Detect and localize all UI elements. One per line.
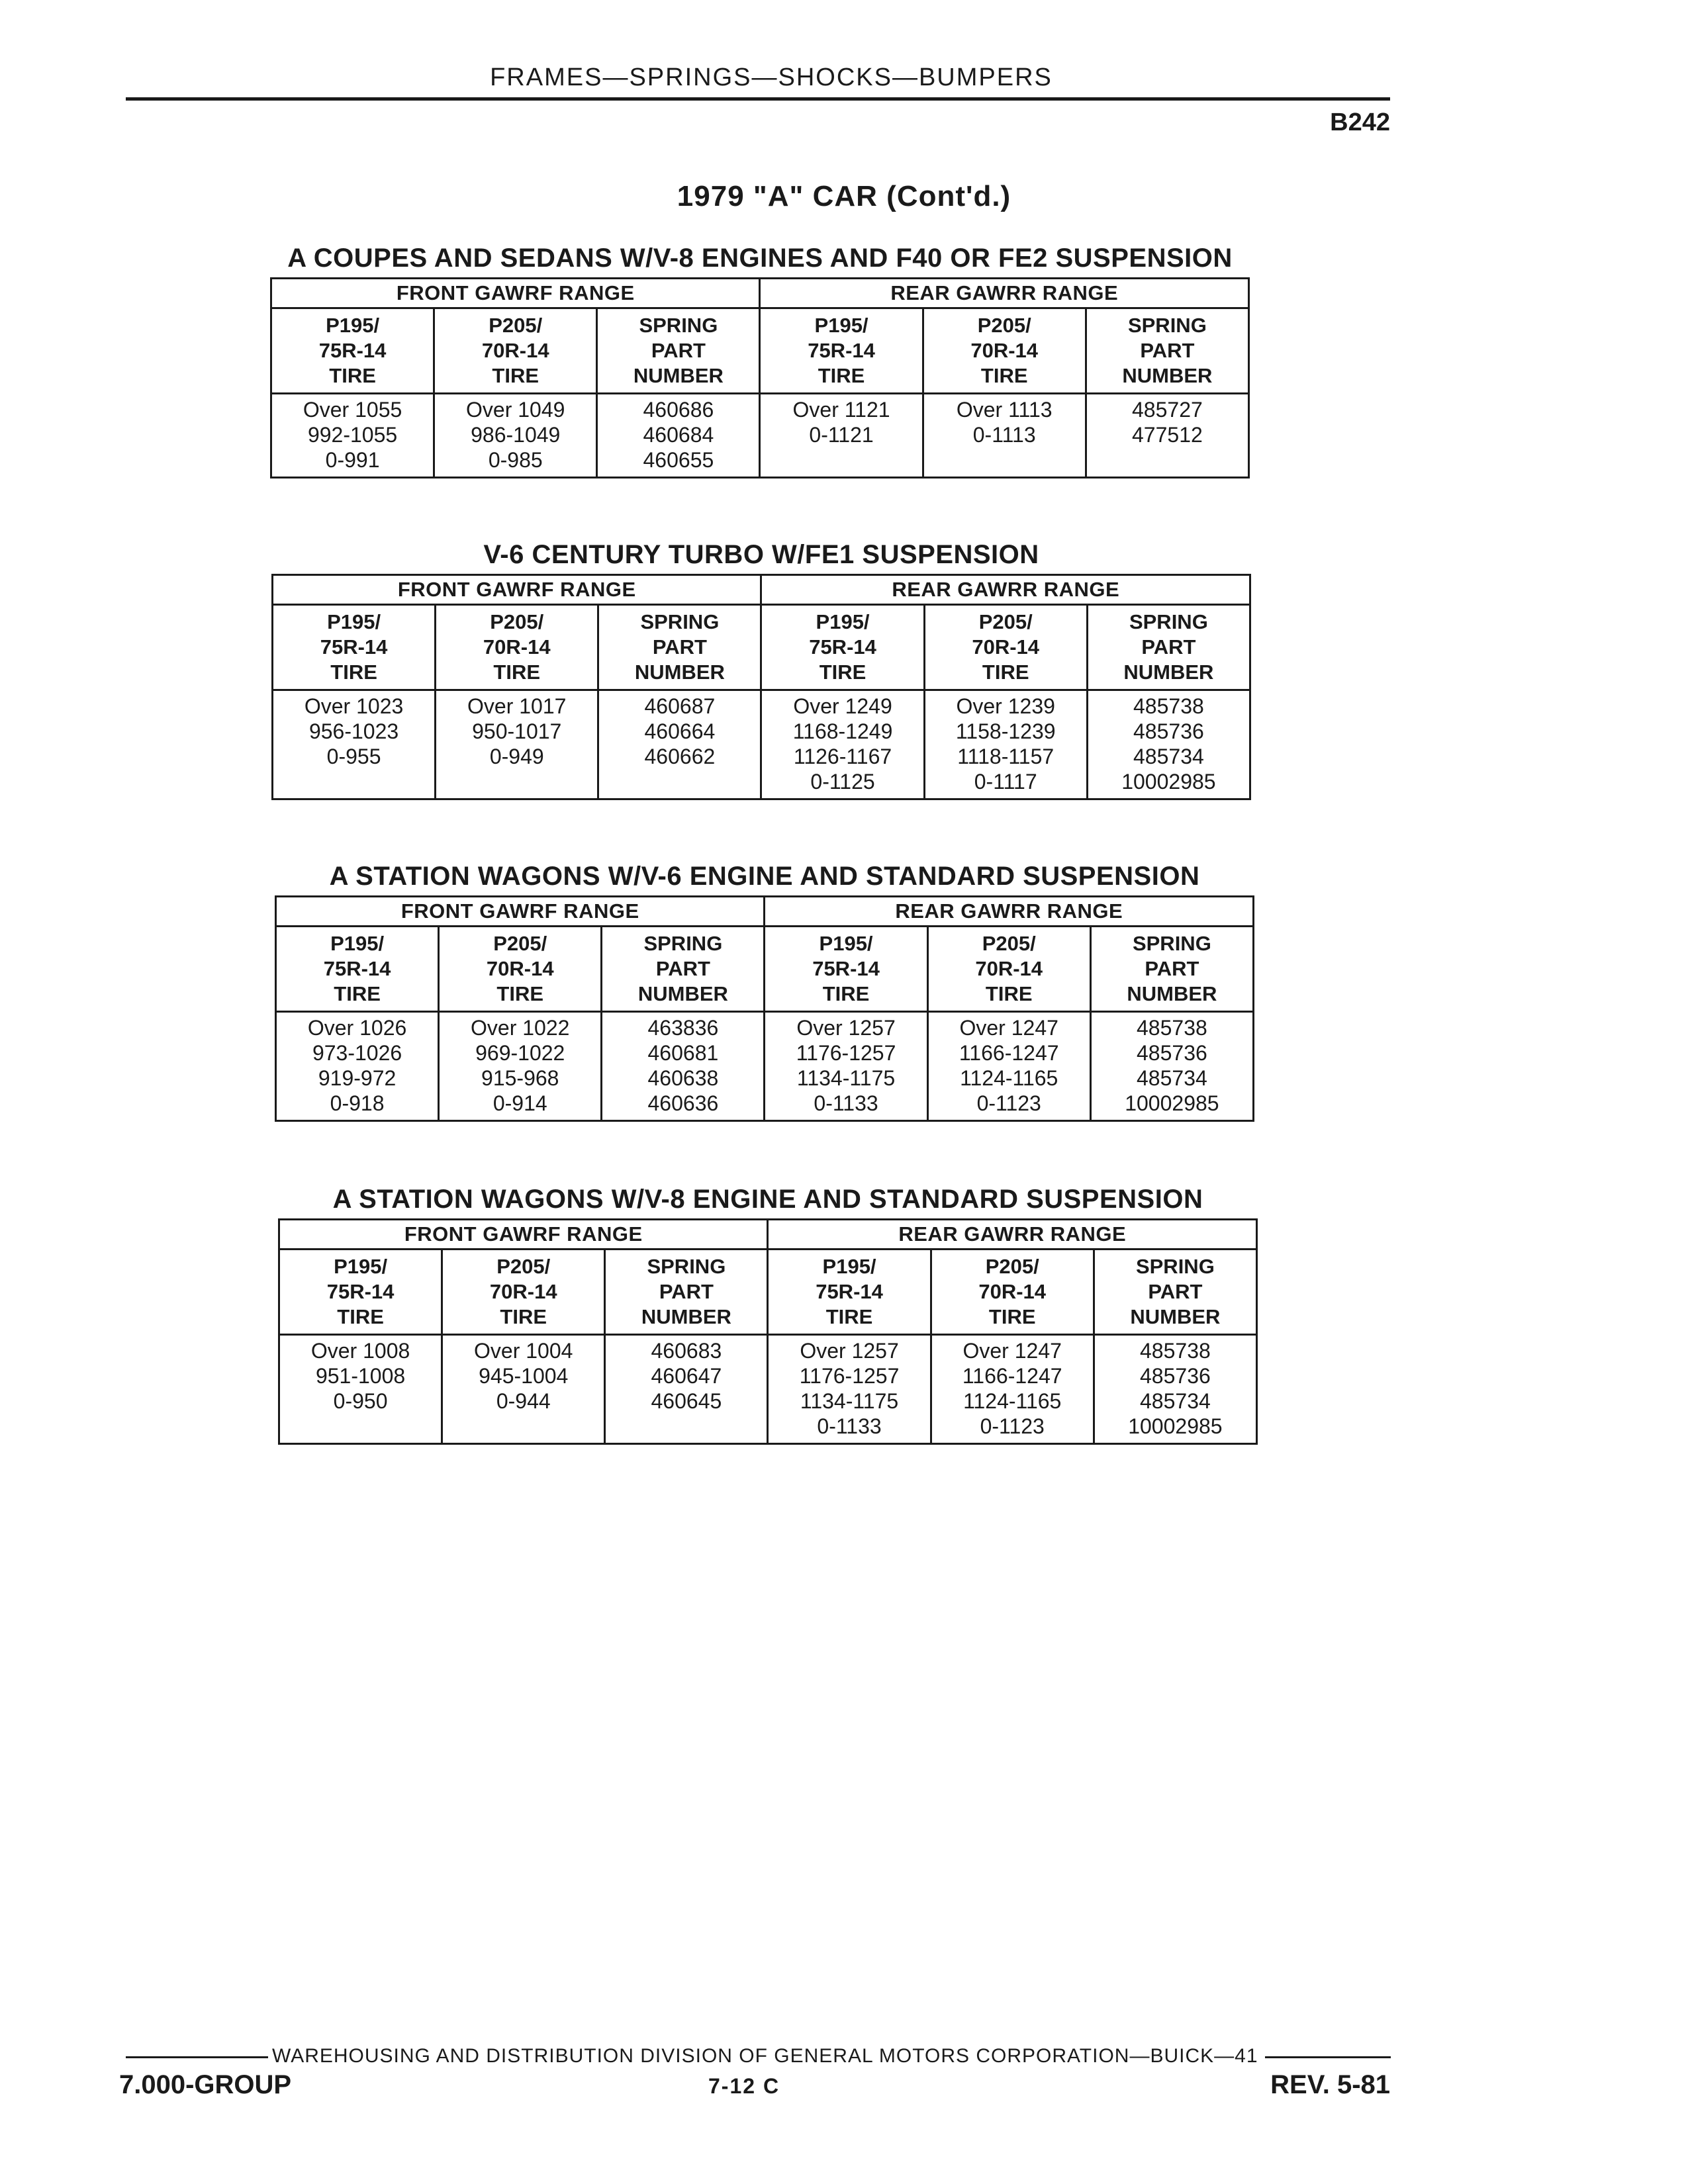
column-header bbox=[761, 605, 924, 690]
rear-range-header: REAR GAWRR RANGE bbox=[765, 897, 1254, 927]
table-row bbox=[279, 1335, 1257, 1444]
column-header-row bbox=[279, 1250, 1257, 1335]
cell-value: 460686 bbox=[643, 398, 714, 422]
spec-section bbox=[275, 862, 1254, 1122]
column-header bbox=[439, 927, 602, 1012]
column-header bbox=[605, 1250, 768, 1335]
column-header-line: TIRE bbox=[980, 364, 1028, 387]
cell-value: 460636 bbox=[647, 1091, 719, 1115]
cell-value: 10002985 bbox=[1121, 770, 1216, 794]
cell-value: Over 1247 bbox=[962, 1339, 1062, 1363]
column-header-line: 70R-14 bbox=[970, 339, 1039, 362]
cell-value: 485738 bbox=[1133, 694, 1204, 718]
column-header-line: TIRE bbox=[334, 982, 381, 1005]
cell-value: 1168-1249 bbox=[792, 719, 893, 743]
spring-table bbox=[278, 1218, 1258, 1445]
column-header-line: TIRE bbox=[822, 982, 870, 1005]
cell-value: 0-991 bbox=[325, 448, 380, 472]
column-header-line: 70R-14 bbox=[489, 1280, 557, 1303]
cell-value: 1126-1167 bbox=[793, 745, 892, 768]
cell-value: Over 1049 bbox=[466, 398, 565, 422]
column-header-line: P195/ bbox=[816, 610, 870, 633]
column-header-line: NUMBER bbox=[1127, 982, 1217, 1005]
column-header bbox=[1086, 308, 1248, 394]
column-header-line: NUMBER bbox=[1130, 1305, 1221, 1328]
data-cell bbox=[1090, 1012, 1253, 1121]
column-header-row bbox=[273, 605, 1250, 690]
cell-value: 986-1049 bbox=[471, 423, 561, 447]
column-header-line: 70R-14 bbox=[972, 635, 1040, 659]
cell-value: 1118-1157 bbox=[957, 745, 1055, 768]
running-head: FRAMES—SPRINGS—SHOCKS—BUMPERS bbox=[490, 64, 1053, 91]
cell-value: Over 1113 bbox=[956, 398, 1053, 422]
column-header-line: 75R-14 bbox=[808, 339, 875, 362]
cell-value: 463836 bbox=[647, 1016, 719, 1040]
column-header bbox=[768, 1250, 931, 1335]
cell-value: 1176-1257 bbox=[796, 1041, 896, 1065]
column-header-line: PART bbox=[1145, 957, 1199, 980]
spring-table bbox=[271, 574, 1251, 800]
section-title: A STATION WAGONS W/V-8 ENGINE AND STANDARD SUSPENSION bbox=[332, 1185, 1203, 1214]
section-title: V-6 CENTURY TURBO W/FE1 SUSPENSION bbox=[483, 540, 1039, 569]
footer-division-line bbox=[126, 2045, 1390, 2068]
column-header-line: TIRE bbox=[818, 364, 865, 387]
page-header bbox=[126, 64, 1390, 136]
cell-value: Over 1023 bbox=[304, 694, 404, 718]
cell-value: 0-955 bbox=[326, 745, 381, 768]
data-cell bbox=[765, 1012, 927, 1121]
header-rule bbox=[126, 97, 1390, 101]
cell-value: 460687 bbox=[644, 694, 716, 718]
data-cell bbox=[1086, 394, 1248, 478]
column-header-line: P195/ bbox=[330, 932, 385, 955]
column-header bbox=[602, 927, 765, 1012]
group-code: 7.000-GROUP bbox=[119, 2070, 292, 2099]
column-header-line: 75R-14 bbox=[812, 957, 880, 980]
range-header-row bbox=[271, 279, 1249, 308]
column-header-line: TIRE bbox=[329, 364, 376, 387]
column-header-line: TIRE bbox=[330, 660, 377, 684]
column-header-line: P195/ bbox=[326, 314, 380, 337]
cell-value: 969-1022 bbox=[475, 1041, 565, 1065]
column-header bbox=[1090, 927, 1253, 1012]
column-header-line: P205/ bbox=[985, 1255, 1039, 1278]
column-header-line: TIRE bbox=[825, 1305, 873, 1328]
data-cell bbox=[436, 690, 598, 799]
cell-value: 0-1123 bbox=[976, 1091, 1041, 1115]
cell-value: 460662 bbox=[644, 745, 716, 768]
cell-value: 951-1008 bbox=[315, 1364, 406, 1388]
spec-section bbox=[271, 540, 1251, 800]
cell-value: 0-1113 bbox=[972, 423, 1036, 447]
column-header-line: P205/ bbox=[490, 610, 544, 633]
cell-value: 460683 bbox=[651, 1339, 722, 1363]
range-header-row bbox=[273, 575, 1250, 605]
table-row bbox=[271, 394, 1249, 478]
cell-value: 0-949 bbox=[489, 745, 544, 768]
cell-value: Over 1026 bbox=[307, 1016, 407, 1040]
column-header-line: NUMBER bbox=[1122, 364, 1213, 387]
data-cell bbox=[434, 394, 597, 478]
column-header-line: P205/ bbox=[977, 314, 1031, 337]
table-row bbox=[276, 1012, 1254, 1121]
column-header-line: NUMBER bbox=[634, 660, 725, 684]
column-header-line: TIRE bbox=[982, 660, 1029, 684]
cell-value: 915-968 bbox=[481, 1066, 559, 1090]
footer-rule-right bbox=[1265, 2056, 1391, 2058]
data-cell bbox=[279, 1335, 442, 1444]
footer-rule-left bbox=[126, 2056, 268, 2058]
data-cell bbox=[1087, 690, 1250, 799]
footer-bottom bbox=[119, 2070, 1390, 2110]
cell-value: 0-944 bbox=[496, 1389, 551, 1413]
cell-value: 0-1125 bbox=[810, 770, 875, 794]
cell-value: 1124-1165 bbox=[960, 1066, 1058, 1090]
column-header-line: NUMBER bbox=[637, 982, 728, 1005]
column-header-row bbox=[276, 927, 1254, 1012]
cell-value: Over 1004 bbox=[474, 1339, 573, 1363]
cell-value: 485738 bbox=[1137, 1016, 1207, 1040]
column-header-line: P205/ bbox=[493, 932, 547, 955]
cell-value: 0-1133 bbox=[814, 1091, 878, 1115]
cell-value: 485734 bbox=[1137, 1066, 1207, 1090]
column-header bbox=[1087, 605, 1250, 690]
column-header-line: SPRING bbox=[1135, 1255, 1215, 1278]
cell-value: 0-918 bbox=[330, 1091, 385, 1115]
cell-value: 0-950 bbox=[333, 1389, 388, 1413]
spring-table bbox=[275, 895, 1254, 1122]
data-cell bbox=[927, 1012, 1090, 1121]
column-header-line: P205/ bbox=[489, 314, 543, 337]
cell-value: 1176-1257 bbox=[799, 1364, 900, 1388]
data-cell bbox=[271, 394, 434, 478]
column-header bbox=[434, 308, 597, 394]
column-header-line: P195/ bbox=[819, 932, 873, 955]
cell-value: 0-985 bbox=[488, 448, 543, 472]
cell-value: 950-1017 bbox=[472, 719, 562, 743]
column-header-line: NUMBER bbox=[1123, 660, 1214, 684]
column-header-line: TIRE bbox=[985, 982, 1033, 1005]
page-number: 7-12 C bbox=[708, 2074, 780, 2098]
cell-value: 485734 bbox=[1140, 1389, 1211, 1413]
column-header-line: P205/ bbox=[496, 1255, 551, 1278]
column-header-line: P195/ bbox=[327, 610, 381, 633]
data-cell bbox=[1094, 1335, 1256, 1444]
data-cell bbox=[761, 690, 924, 799]
column-header bbox=[760, 308, 923, 394]
cell-value: 1124-1165 bbox=[963, 1389, 1062, 1413]
column-header-line: SPRING bbox=[647, 1255, 726, 1278]
cell-value: 945-1004 bbox=[479, 1364, 569, 1388]
cell-value: 485738 bbox=[1140, 1339, 1211, 1363]
column-header-line: SPRING bbox=[640, 610, 720, 633]
cell-value: 1166-1247 bbox=[962, 1364, 1062, 1388]
column-header-line: P195/ bbox=[822, 1255, 876, 1278]
column-header-line: P195/ bbox=[334, 1255, 388, 1278]
column-header-line: TIRE bbox=[819, 660, 867, 684]
document-title: 1979 "A" CAR (Cont'd.) bbox=[677, 180, 1011, 212]
cell-value: 0-1133 bbox=[817, 1414, 882, 1438]
cell-value: 460664 bbox=[644, 719, 716, 743]
cell-value: Over 1249 bbox=[793, 694, 892, 718]
column-header-line: 70R-14 bbox=[483, 635, 551, 659]
column-header-line: TIRE bbox=[492, 364, 539, 387]
column-header-line: SPRING bbox=[1129, 610, 1208, 633]
spec-section bbox=[270, 244, 1250, 478]
column-header-line: PART bbox=[1148, 1280, 1203, 1303]
column-header-line: PART bbox=[655, 957, 710, 980]
cell-value: 10002985 bbox=[1128, 1414, 1223, 1438]
column-header bbox=[927, 927, 1090, 1012]
data-cell bbox=[924, 690, 1087, 799]
data-cell bbox=[931, 1335, 1094, 1444]
front-range-header: FRONT GAWRF RANGE bbox=[279, 1220, 768, 1250]
column-header-line: P205/ bbox=[978, 610, 1033, 633]
front-range-header: FRONT GAWRF RANGE bbox=[276, 897, 765, 927]
column-header-line: 75R-14 bbox=[809, 635, 876, 659]
cell-value: 0-1123 bbox=[980, 1414, 1045, 1438]
cell-value: Over 1257 bbox=[796, 1016, 896, 1040]
column-header-line: SPRING bbox=[639, 314, 718, 337]
cell-value: 460645 bbox=[651, 1389, 722, 1413]
column-header bbox=[276, 927, 439, 1012]
column-header-line: SPRING bbox=[1132, 932, 1211, 955]
data-cell bbox=[605, 1335, 768, 1444]
column-header-line: 70R-14 bbox=[481, 339, 549, 362]
column-header-line: TIRE bbox=[988, 1305, 1036, 1328]
column-header bbox=[442, 1250, 605, 1335]
cell-value: Over 1008 bbox=[310, 1339, 410, 1363]
cell-value: Over 1055 bbox=[303, 398, 402, 422]
column-header-line: NUMBER bbox=[641, 1305, 731, 1328]
column-header bbox=[765, 927, 927, 1012]
section-title: A COUPES AND SEDANS W/V-8 ENGINES AND F40 OR FE2 SUSPENSION bbox=[287, 244, 1233, 273]
cell-value: 460655 bbox=[643, 448, 714, 472]
column-header-line: PART bbox=[1140, 339, 1195, 362]
cell-value: Over 1247 bbox=[959, 1016, 1058, 1040]
cell-value: 485736 bbox=[1140, 1364, 1211, 1388]
spring-table bbox=[270, 277, 1250, 478]
column-header bbox=[279, 1250, 442, 1335]
data-cell bbox=[273, 690, 436, 799]
cell-value: 973-1026 bbox=[312, 1041, 402, 1065]
column-header-line: 70R-14 bbox=[975, 957, 1043, 980]
column-header-line: 75R-14 bbox=[320, 635, 388, 659]
rear-range-header: REAR GAWRR RANGE bbox=[768, 1220, 1257, 1250]
column-header-line: TIRE bbox=[337, 1305, 384, 1328]
column-header bbox=[924, 605, 1087, 690]
cell-value: Over 1017 bbox=[467, 694, 567, 718]
rear-range-header: REAR GAWRR RANGE bbox=[760, 279, 1249, 308]
front-range-header: FRONT GAWRF RANGE bbox=[273, 575, 761, 605]
column-header-line: 75R-14 bbox=[326, 1280, 395, 1303]
cell-value: 485736 bbox=[1133, 719, 1204, 743]
data-cell bbox=[602, 1012, 765, 1121]
column-header-line: SPRING bbox=[643, 932, 723, 955]
column-header bbox=[923, 308, 1086, 394]
cell-value: 956-1023 bbox=[308, 719, 399, 743]
column-header bbox=[1094, 1250, 1256, 1335]
data-cell bbox=[598, 690, 761, 799]
column-header-line: 70R-14 bbox=[486, 957, 554, 980]
spec-section bbox=[278, 1185, 1258, 1445]
column-header bbox=[931, 1250, 1094, 1335]
cell-value: Over 1239 bbox=[956, 694, 1055, 718]
page-footer bbox=[119, 2045, 1390, 2110]
revision-code: REV. 5-81 bbox=[1270, 2070, 1390, 2099]
data-cell bbox=[276, 1012, 439, 1121]
column-header-line: 75R-14 bbox=[323, 957, 391, 980]
cell-value: 1166-1247 bbox=[959, 1041, 1059, 1065]
cell-value: 0-1117 bbox=[974, 770, 1037, 794]
column-header-line: TIRE bbox=[496, 982, 544, 1005]
column-header-line: TIRE bbox=[493, 660, 541, 684]
data-cell bbox=[923, 394, 1086, 478]
cell-value: 992-1055 bbox=[307, 423, 398, 447]
column-header bbox=[271, 308, 434, 394]
cell-value: 485727 bbox=[1132, 398, 1203, 422]
cell-value: 485736 bbox=[1137, 1041, 1207, 1065]
section-title: A STATION WAGONS W/V-6 ENGINE AND STANDARD SUSPENSION bbox=[329, 862, 1200, 891]
data-cell bbox=[439, 1012, 602, 1121]
cell-value: 10002985 bbox=[1125, 1091, 1219, 1115]
cell-value: 477512 bbox=[1132, 423, 1203, 447]
column-header bbox=[598, 605, 761, 690]
column-header-line: SPRING bbox=[1127, 314, 1207, 337]
column-header-line: PART bbox=[659, 1280, 714, 1303]
range-header-row bbox=[276, 897, 1254, 927]
column-header-line: P195/ bbox=[814, 314, 868, 337]
cell-value: 485734 bbox=[1133, 745, 1204, 768]
cell-value: 1134-1175 bbox=[796, 1066, 896, 1090]
data-cell bbox=[442, 1335, 605, 1444]
cell-value: 0-914 bbox=[492, 1091, 547, 1115]
column-header bbox=[273, 605, 436, 690]
cell-value: 460681 bbox=[647, 1041, 719, 1065]
column-header bbox=[436, 605, 598, 690]
cell-value: 919-972 bbox=[318, 1066, 397, 1090]
rear-range-header: REAR GAWRR RANGE bbox=[761, 575, 1250, 605]
column-header-row bbox=[271, 308, 1249, 394]
range-header-row bbox=[279, 1220, 1257, 1250]
cell-value: Over 1257 bbox=[800, 1339, 899, 1363]
column-header-line: TIRE bbox=[500, 1305, 547, 1328]
cell-value: 460684 bbox=[643, 423, 714, 447]
column-header bbox=[597, 308, 760, 394]
cell-value: 1134-1175 bbox=[800, 1389, 899, 1413]
column-header-line: 70R-14 bbox=[978, 1280, 1047, 1303]
cell-value: Over 1121 bbox=[792, 398, 890, 422]
front-range-header: FRONT GAWRF RANGE bbox=[271, 279, 760, 308]
column-header-line: NUMBER bbox=[633, 364, 724, 387]
cell-value: 460647 bbox=[651, 1364, 722, 1388]
data-cell bbox=[760, 394, 923, 478]
column-header-line: PART bbox=[652, 635, 707, 659]
column-header-line: 75R-14 bbox=[816, 1280, 883, 1303]
footer-division: WAREHOUSING AND DISTRIBUTION DIVISION OF GENERAL MOTORS CORPORATION—BUICK—41 bbox=[272, 2045, 1258, 2067]
data-cell bbox=[768, 1335, 931, 1444]
column-header-line: P205/ bbox=[982, 932, 1036, 955]
cell-value: 1158-1239 bbox=[955, 719, 1056, 743]
data-cell bbox=[597, 394, 760, 478]
table-row bbox=[273, 690, 1250, 799]
column-header-line: PART bbox=[1141, 635, 1196, 659]
cell-value: 0-1121 bbox=[809, 423, 874, 447]
cell-value: Over 1022 bbox=[471, 1016, 570, 1040]
page-code: B242 bbox=[1330, 109, 1390, 136]
cell-value: 460638 bbox=[647, 1066, 719, 1090]
column-header-line: PART bbox=[651, 339, 706, 362]
column-header-line: 75R-14 bbox=[318, 339, 387, 362]
